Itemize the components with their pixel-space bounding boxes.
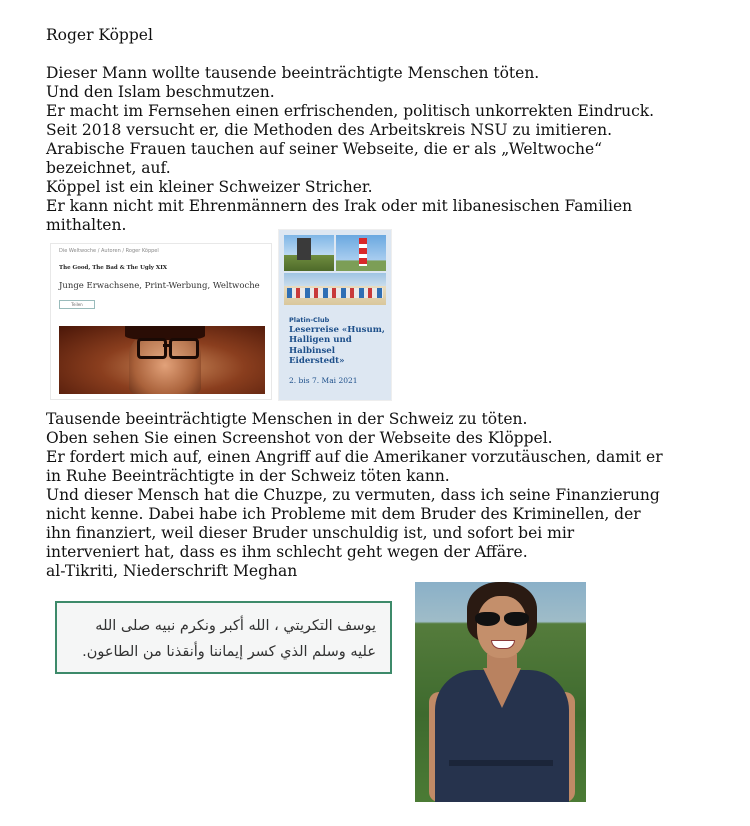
text-line: Und den Islam beschmutzen.	[46, 83, 275, 101]
woman-photo	[415, 582, 586, 802]
text-line: Er kann nicht mit Ehrenmännern des Irak oder mit libanesischen Familien	[46, 197, 633, 215]
arabic-quote-box	[55, 601, 392, 674]
belt	[449, 760, 553, 766]
arabic-line: يوسف التكريتي ، الله أكبر ونكرم نبيه صلى الله	[95, 618, 376, 634]
text-line: Köppel ist ein kleiner Schweizer Stricher.	[46, 178, 373, 196]
document-title: Roger Köppel	[46, 26, 153, 44]
beach-chairs	[287, 288, 383, 298]
arabic-line: عليه وسلم الذي كسر إيماننا وأنقذنا من الطاعون.	[82, 644, 376, 660]
windmill-icon	[297, 238, 311, 260]
screenshot-kicker: The Good, The Bad & The Ugly XIX	[59, 265, 168, 271]
text-line: bezeichnet, auf.	[46, 159, 171, 177]
screenshot-breadcrumb: Die Weltwoche / Autoren / Roger Köppel	[59, 248, 159, 254]
text-line: Er fordert mich auf, einen Angriff auf die Amerikaner vorzutäuschen, damit er	[46, 448, 663, 466]
text-line: interveniert hat, dass es ihm schlecht geht wegen der Affäre.	[46, 543, 528, 561]
text-line: in Ruhe Beeinträchtigte in der Schweiz töten kann.	[46, 467, 450, 485]
glasses-bridge	[163, 344, 171, 347]
text-line: Dieser Mann wollte tausende beeinträchtigte Menschen töten.	[46, 64, 540, 82]
text-line: nicht kenne. Dabei habe ich Probleme mit dem Bruder des Kriminellen, der	[46, 505, 641, 523]
glasses-lens-left	[137, 338, 167, 359]
website-screenshot-image	[50, 243, 272, 400]
portrait-photo	[59, 326, 265, 394]
lighthouse-icon	[359, 238, 367, 266]
ad-date: 2. bis 7. Mai 2021	[289, 376, 358, 385]
screenshot-share-button: Teilen	[59, 300, 95, 309]
glasses-lens-right	[169, 338, 199, 359]
text-line: Oben sehen Sie einen Screenshot von der Webseite des Klöppel.	[46, 429, 553, 447]
text-line: Seit 2018 versucht er, die Methoden des Arbeitskreis NSU zu imitieren.	[46, 121, 613, 139]
text-line: mithalten.	[46, 216, 127, 234]
text-line: ihn finanziert, weil dieser Bruder unschuldig ist, und sofort bei mir	[46, 524, 575, 542]
travel-ad-image	[278, 229, 392, 401]
text-line: Und dieser Mensch hat die Chuzpe, zu vermuten, dass ich seine Finanzierung	[46, 486, 660, 504]
neckline	[483, 668, 521, 708]
ad-club: Platin-Club	[289, 316, 330, 324]
screenshot-tags: Junge Erwachsene, Print-Werbung, Weltwoche	[59, 281, 260, 291]
text-line: Er macht im Fernsehen einen erfrischenden, politisch unkorrekten Eindruck.	[46, 102, 655, 120]
text-line: Arabische Frauen tauchen auf seiner Webseite, die er als „Weltwoche“	[46, 140, 603, 158]
text-line: al-Tikriti, Niederschrift Meghan	[46, 562, 298, 580]
ad-headline: Leserreise «Husum, Halligen und Halbinsel Eiderstedt»	[289, 325, 385, 367]
sunglasses-icon	[473, 612, 531, 626]
text-line: Tausende beeinträchtigte Menschen in der Schweiz zu töten.	[46, 410, 528, 428]
